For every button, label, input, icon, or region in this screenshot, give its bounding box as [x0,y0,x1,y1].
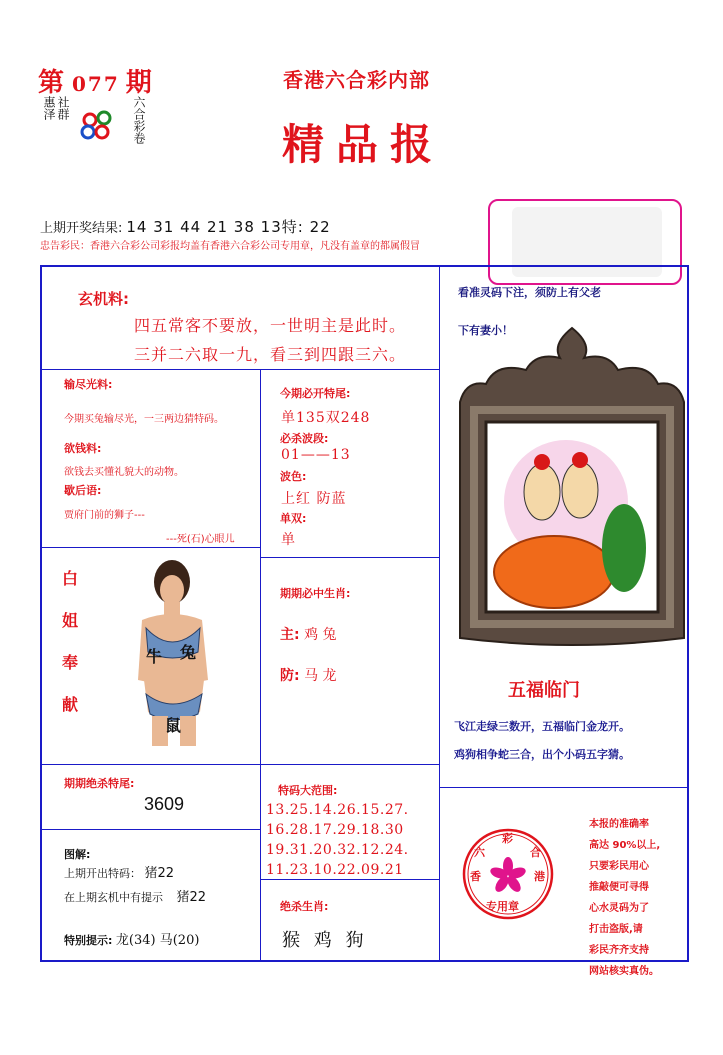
yuqian-text: 欲钱去买懂礼貌大的动物。 [64,467,184,478]
page-title: 精品报 [282,120,445,169]
seal-char: 香 [470,870,481,883]
seal-char: 港 [534,870,545,883]
accuracy-line: 高达 90%以上, [589,840,661,851]
seal-char: 彩 [502,832,513,845]
lottery-vertical-label: 六合彩卷 [132,96,146,144]
shengxiao-label: 期期必中生肖: [280,587,351,600]
divider [42,369,439,370]
divider [42,829,260,830]
range-row: 19.31.20.32.12.24. [266,842,409,858]
last-result-numbers: 14 31 44 21 38 13特: 22 [126,218,331,236]
xuanji-label: 玄机料: [78,290,129,308]
range-row: 16.28.17.29.18.30 [266,822,404,838]
poster-line-1: 飞江走绿三数开，五福临门金龙开。 [454,720,630,733]
accuracy-line: 网站核实真伪。 [589,966,659,977]
shengxiao-fang [280,665,337,685]
divider [439,787,689,788]
accuracy-line: 推敲便可寻得 [589,882,649,893]
ornate-frame-picture [456,322,688,652]
xiehou-answer: ---死(石)心眼儿 [166,534,235,545]
special-tip-label: 特别提示: [64,934,113,947]
issue-prefix: 第 [38,68,67,98]
range-row: 13.25.14.26.15.27. [266,802,409,818]
shengxiao-main-label: 主: [280,627,300,643]
tuji-line-2-value: 猪22 [176,890,207,905]
last-result-label: 上期开奖结果: [40,221,123,236]
poster-title: 五福临门 [508,680,580,701]
divider [260,369,261,962]
shengxiao-main [280,624,337,644]
issue-number [38,62,154,99]
special-tip-value: 龙(34) 马(20) [115,933,200,948]
divider [260,879,439,880]
xiehou-label: 歇后语: [64,484,102,497]
jueshashengxiao-label: 绝杀生肖: [280,900,329,913]
jueshashengxiao-value: 猴 鸡 狗 [282,930,368,951]
bose-label: 波色: [280,470,307,483]
tuji-line-1 [64,862,174,881]
divider [439,267,440,962]
accuracy-line: 只要彩民用心 [589,861,649,872]
seal-text: 专用章 [486,900,519,913]
seal-char: 六 [474,846,485,859]
tuji-label: 图解: [64,848,91,861]
divider [260,764,439,765]
xuanji-line-2: 三并二六取一九，看三到四跟三六。 [134,345,407,364]
accuracy-line: 心水灵码为了 [589,903,649,914]
danshuang-label: 单双: [280,512,307,525]
bosha-label: 必杀波段: [280,432,329,445]
accuracy-line: 彩民齐齐支持 [589,945,649,956]
group-logo-icon [78,108,118,142]
shuwu-label: 输尽光料: [64,378,113,391]
tuji-line-1-label: 上期开出特码： [64,867,141,880]
last-result [40,216,331,237]
zodiac-hint-2: 兔 [180,643,197,662]
group-name-col1: 惠泽 [42,96,56,120]
shengxiao-fang-value: 马 龙 [304,668,337,684]
divider [42,764,260,765]
zodiac-hint-1: 牛 [146,647,163,666]
issue-suffix: 期 [125,68,154,98]
danshuang-value: 单 [281,532,296,548]
special-tip [64,929,199,948]
baijie-vertical: 白姐奉献 [62,569,79,714]
bosha-value: 01——13 [281,447,351,463]
tuji-line-2-label: 在上期玄机中有提示 [64,891,163,904]
group-name-col2: 社群 [56,96,70,120]
accuracy-notice [589,814,685,982]
xiehou-text: 贾府门前的狮子--- [64,510,145,521]
yuqian-label: 欲钱料: [64,442,102,455]
jueshawei-label: 期期绝杀特尾: [64,777,135,790]
warning-text: 忠告彩民：香港六合彩公司彩报均盖有香港六合彩公司专用章，凡没有盖章的都属假冒 [40,241,420,252]
right-note-line-1: 看准灵码下注，须防上有父老 [458,286,601,299]
divider [42,547,260,548]
shengxiao-main-value: 鸡 兔 [304,627,337,643]
org-title: 香港六合彩内部 [283,68,430,92]
tewei-value: 单135双248 [281,410,371,426]
xuanji-line-1: 四五常客不要放，一世明主是此时。 [134,316,407,335]
bose-value: 上红 防蓝 [281,491,347,507]
range-row: 11.23.10.22.09.21 [266,862,404,878]
accuracy-line: 打击盗版,请 [589,924,643,935]
issue-number-value: 077 [72,72,120,96]
tuji-line-1-value: 猪22 [144,866,175,881]
range-label: 特码大范围: [278,784,338,797]
jueshawei-value: 3609 [144,794,185,814]
seal-char: 合 [530,846,541,859]
shengxiao-fang-label: 防: [280,668,300,684]
poster-line-2: 鸡狗相争蛇三合，出个小码五字猜。 [454,748,630,761]
right-note-line-2: 下有妻小！ [458,324,513,337]
tuji-line-2 [64,886,206,905]
tewei-label: 今期必开特尾: [280,387,351,400]
shuwu-text: 今期买兔输尽光，一三两边猜特码。 [64,414,224,425]
divider [260,557,439,558]
zodiac-hint-3: 鼠 [165,716,182,735]
accuracy-line: 本报的准确率 [589,819,649,830]
